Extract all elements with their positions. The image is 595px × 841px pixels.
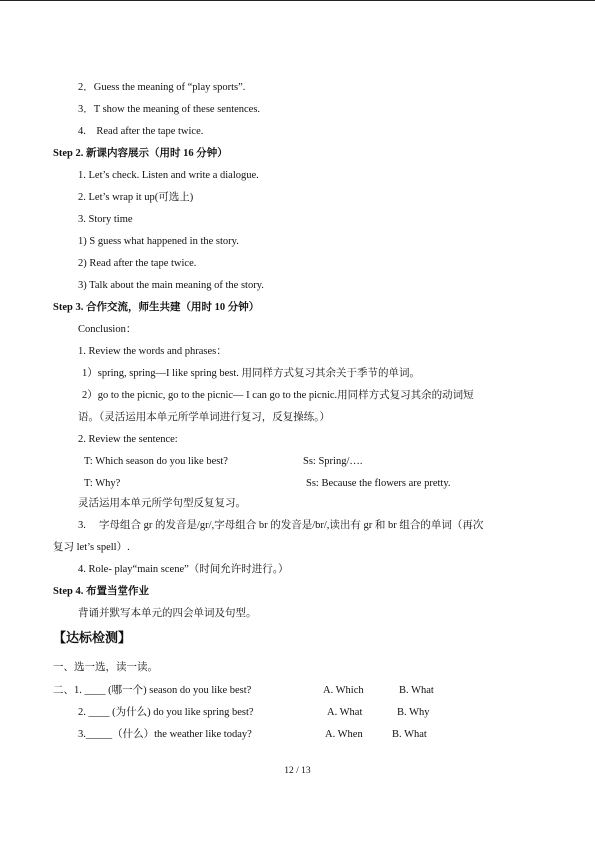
intro-item-2: 2．Guess the meaning of “play sports”. [78, 82, 246, 93]
step2-item: 2) Read after the tape twice. [78, 258, 197, 269]
test-option-a: A. When [325, 729, 363, 740]
test-option-a: A. What [327, 707, 363, 718]
intro-item-3: 3．T show the meaning of these sentences. [78, 104, 261, 115]
step4-title: Step 4. 布置当堂作业 [53, 586, 149, 597]
step2-item: 3. Story time [78, 214, 133, 225]
intro-item-4: 4. Read after the tape twice. [78, 126, 204, 137]
test-question: 3._____（什么）the weather like today? [78, 729, 252, 740]
step3-review-sentence: 2. Review the sentence: [78, 434, 178, 445]
test-question: 2. ____ (为什么) do you like spring best? [78, 707, 254, 718]
page-top-border [0, 0, 595, 1]
step3-item-1: 1）spring, spring—I like spring best. 用同样方式复习其余关于季节的单词。 [82, 368, 421, 379]
step3-item-3: 3. 字母组合 gr 的发音是/gr/,字母组合 br 的发音是/br/,读出有 gr 和 br 组合的单词（再次 [78, 520, 484, 531]
step2-item: 3) Talk about the main meaning of the story. [78, 280, 264, 291]
test-option-b: B. What [392, 729, 427, 740]
step4-body: 背诵并默写本单元的四会单词及句型。 [78, 608, 257, 619]
test-part-1: 一、选一选，读一读。 [53, 662, 158, 673]
step2-item: 2. Let’s wrap it up(可选上) [78, 192, 194, 203]
step2-item: 1. Let’s check. Listen and write a dialogue. [78, 170, 259, 181]
step3-drill: 灵活运用本单元所学句型反复复习。 [78, 498, 246, 509]
step3-conclusion: Conclusion： [78, 324, 137, 335]
step3-item-2: 2）go to the picnic, go to the picnic— I can go to the picnic.用同样方式复习其余的动词短 [82, 390, 474, 401]
dialog-teacher-line: T: Why? [84, 478, 121, 489]
step3-item-2-cont: 语。（灵活运用本单元所学单词进行复习，反复操练。） [78, 412, 330, 423]
test-option-b: B. What [399, 685, 434, 696]
step3-item-3-cont: 复习 let’s spell）. [53, 542, 130, 553]
test-question: 二、1. ____ (哪一个) season do you like best? [53, 685, 252, 696]
page-number: 12 / 13 [284, 766, 311, 776]
test-option-a: A. Which [323, 685, 364, 696]
step3-title: Step 3. 合作交流，师生共建（用时 10 分钟） [53, 302, 260, 313]
step2-item: 1) S guess what happened in the story. [78, 236, 239, 247]
test-option-b: B. Why [397, 707, 430, 718]
step2-title: Step 2. 新课内容展示（用时 16 分钟） [53, 148, 228, 159]
step3-review-words: 1. Review the words and phrases： [78, 346, 227, 357]
dialog-student-line: Ss: Because the flowers are pretty. [306, 478, 451, 489]
dialog-student-line: Ss: Spring/…. [303, 456, 363, 467]
test-section-title: 【达标检测】 [53, 630, 132, 645]
step3-item-4: 4. Role- play“main scene”（时间允许时进行。） [78, 564, 289, 575]
dialog-teacher-line: T: Which season do you like best? [84, 456, 228, 467]
